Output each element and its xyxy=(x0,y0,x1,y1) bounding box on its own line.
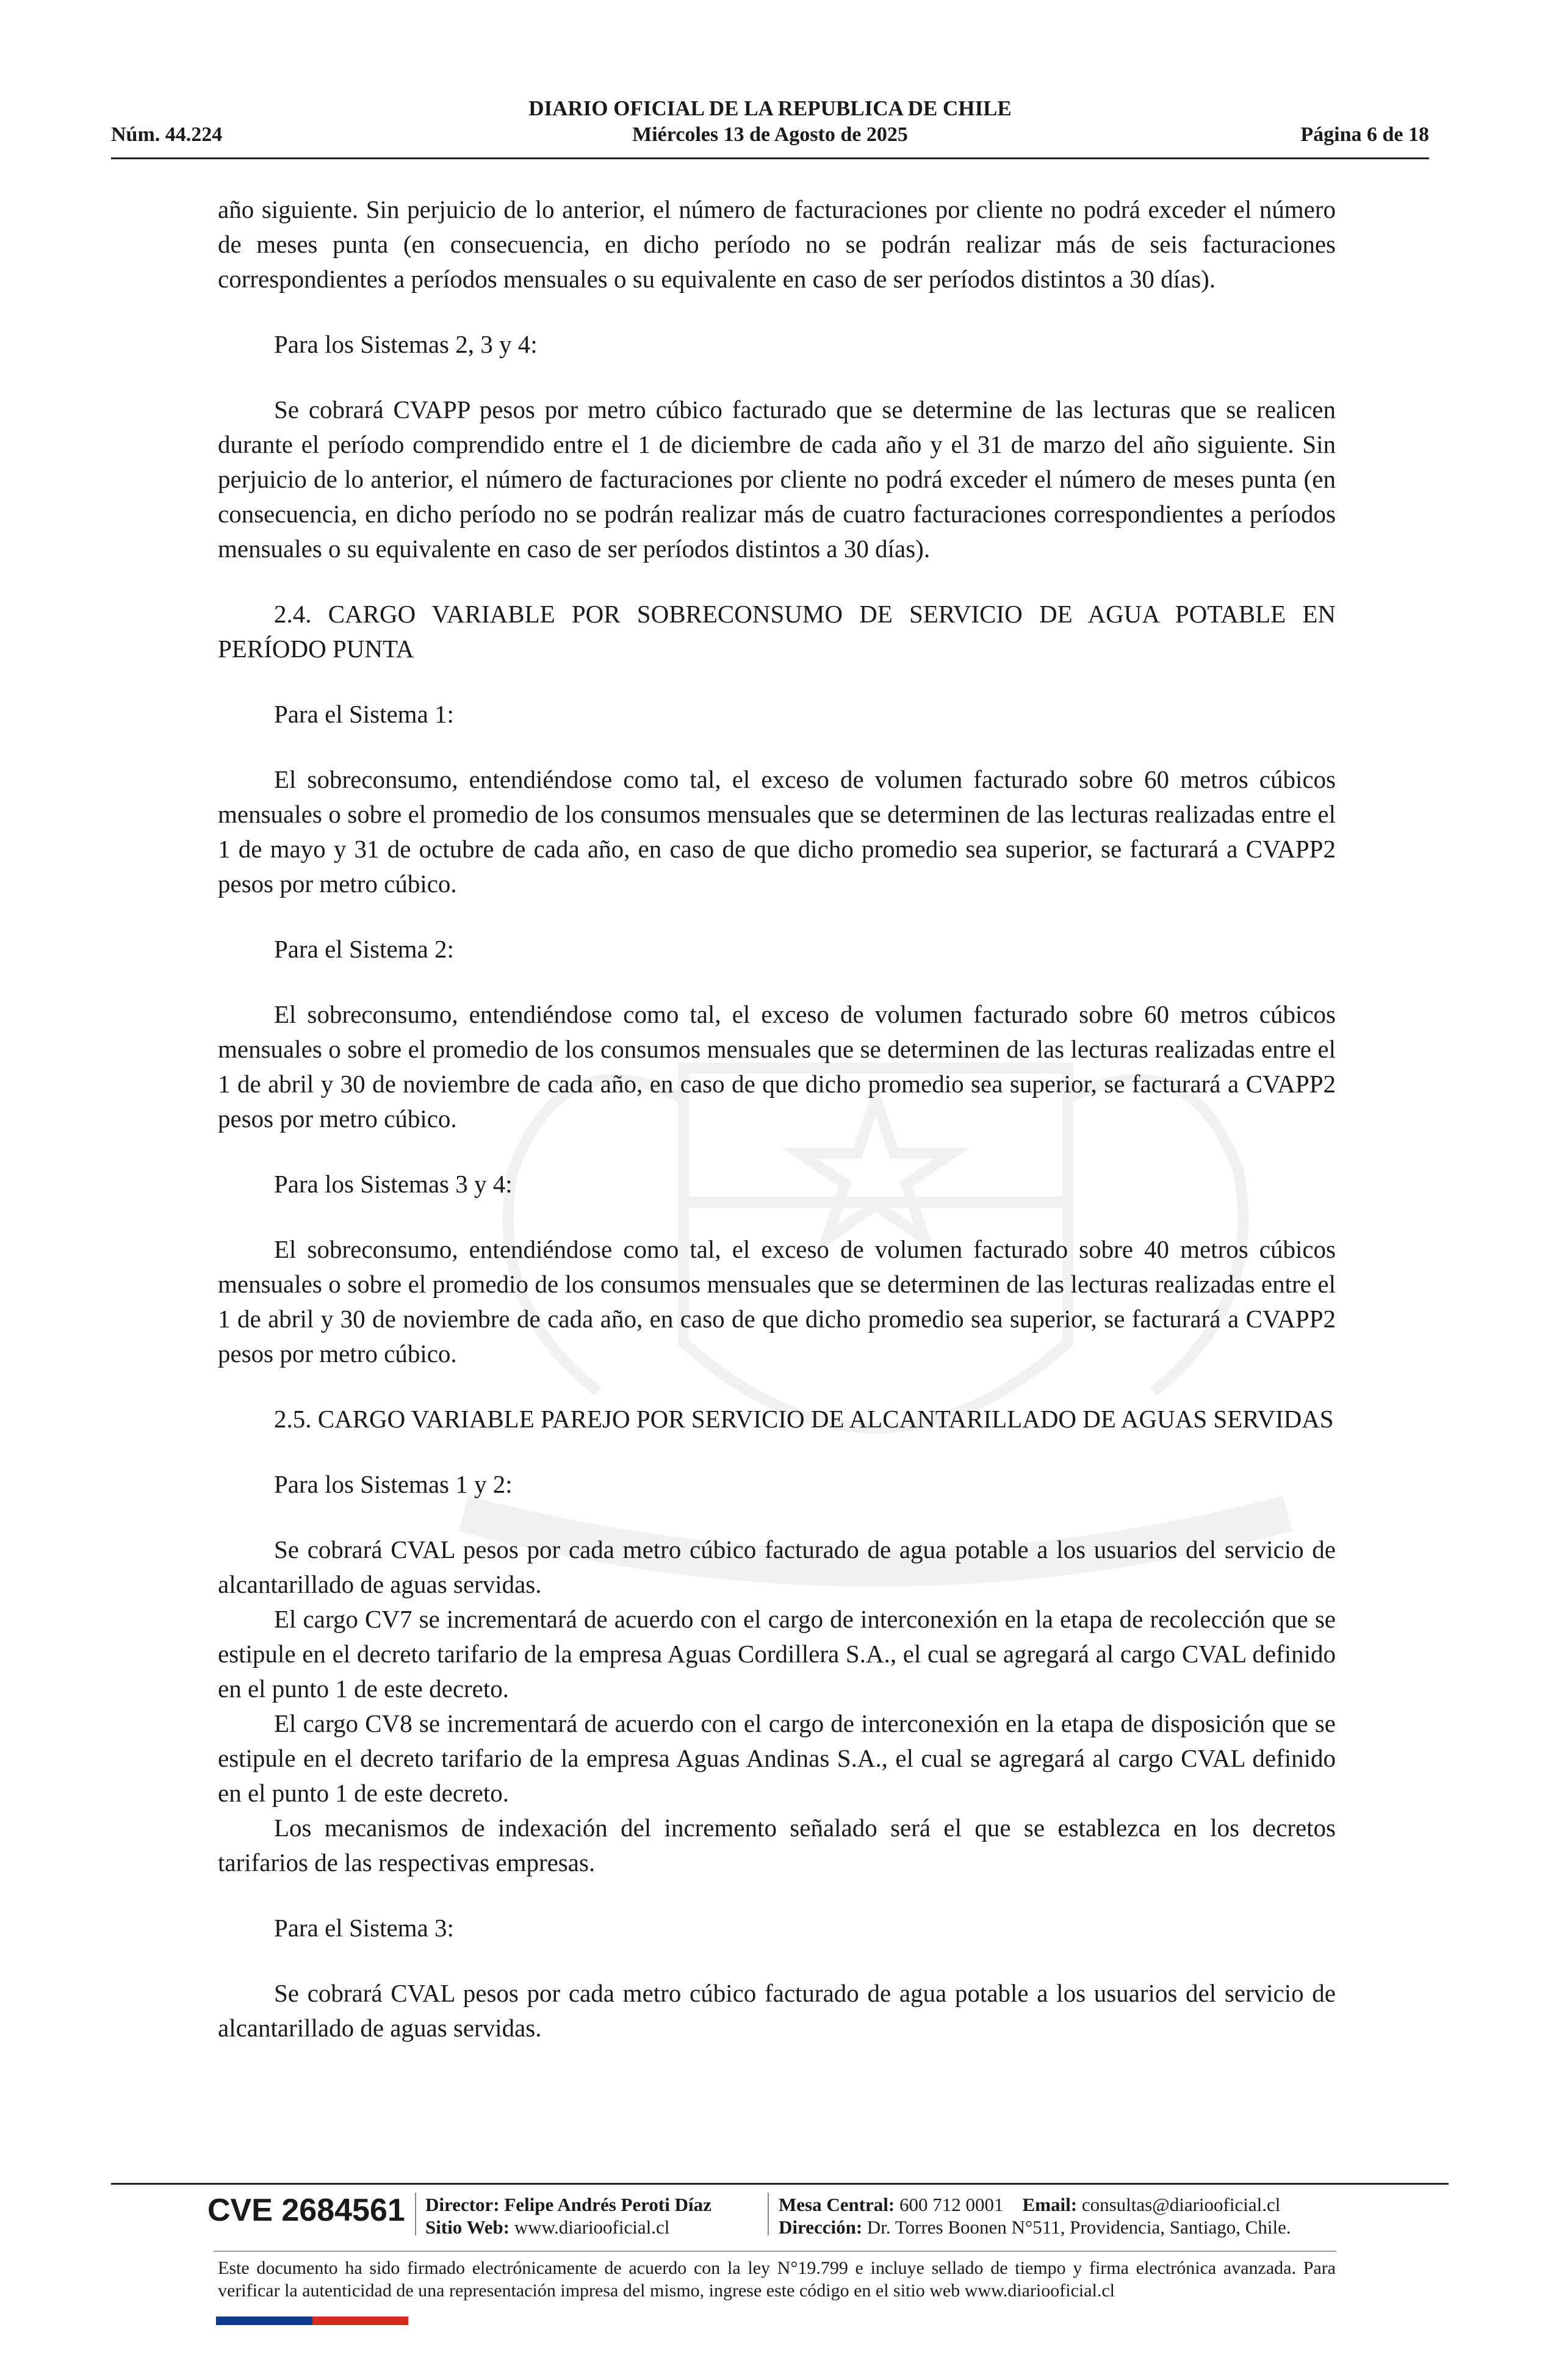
paragraph: Se cobrará CVAL pesos por cada metro cúbico facturado de agua potable a los usuarios del servicio de alcantarillado de aguas servidas. xyxy=(218,1979,1336,2042)
email-link[interactable]: consultas@diariooficial.cl xyxy=(1081,2194,1281,2215)
address-text: Dr. Torres Boonen N°511, Providencia, Santiago, Chile. xyxy=(866,2216,1291,2238)
footer-contact-block xyxy=(779,2193,1291,2238)
page-header xyxy=(111,96,1429,159)
paragraph: Para los Sistemas 1 y 2: xyxy=(274,1470,513,1498)
page-indicator: Página 6 de 18 xyxy=(1300,123,1429,146)
mesa-central-label: Mesa Central: xyxy=(779,2194,895,2215)
issue-number: Núm. 44.224 xyxy=(111,123,223,146)
flag-stripe-red xyxy=(312,2317,408,2325)
email-label: Email: xyxy=(1022,2194,1078,2215)
newspaper-title: DIARIO OFICIAL DE LA REPUBLICA DE CHILE xyxy=(528,96,1012,120)
section-heading-2-5: 2.5. CARGO VARIABLE PAREJO POR SERVICIO DE ALCANTARILLADO DE AGUAS SERVIDAS xyxy=(274,1405,1334,1433)
issue-date: Miércoles 13 de Agosto de 2025 xyxy=(632,123,908,146)
footer-director-block xyxy=(425,2193,711,2238)
paragraph: Para los Sistemas 3 y 4: xyxy=(274,1170,513,1198)
website-label: Sitio Web: xyxy=(425,2216,510,2238)
footer-separator xyxy=(415,2193,416,2235)
paragraph: Para los Sistemas 2, 3 y 4: xyxy=(274,330,538,358)
footer-divider xyxy=(111,2183,1449,2185)
section-heading-2-4: 2.4. CARGO VARIABLE POR SOBRECONSUMO DE SERVICIO DE AGUA POTABLE EN PERÍODO PUNTA xyxy=(218,600,1336,663)
legal-notice: Este documento ha sido firmado electrónicamente de acuerdo con la ley N°19.799 e incluye sellado de tiempo y firma electrónica avanzada. Para verificar la autenticidad de una representación impresa del mismo, ingrese este código en el sitio web www.diariooficial.cl xyxy=(218,2258,1336,2301)
paragraph: Se cobrará CVAL pesos por cada metro cúbico facturado de agua potable a los usuarios del servicio de alcantarillado de aguas servidas. xyxy=(218,1535,1336,1598)
cve-code: CVE 2684561 xyxy=(207,2193,405,2228)
paragraph: Para el Sistema 2: xyxy=(274,935,454,963)
director-label: Director: xyxy=(425,2194,500,2215)
paragraph: El cargo CV8 se incrementará de acuerdo con el cargo de interconexión en la etapa de disposición que se estipule en el decreto tarifario de la empresa Aguas Andinas S.A., el cual se agregará al cargo CVAL definido en el punto 1 de este decreto. xyxy=(218,1709,1336,1807)
document-body xyxy=(218,192,1336,2076)
paragraph: Se cobrará CVAPP pesos por metro cúbico facturado que se determine de las lecturas que se realicen durante el período comprendido entre el 1 de diciembre de cada año y el 31 de marzo del año siguiente. Sin perjuicio de lo anterior, el número de facturaciones por cliente no podrá exceder el número de meses punta (en consecuencia, en dicho período no se podrán realizar más de cuatro facturaciones correspondientes a períodos mensuales o su equivalente en caso de ser períodos distintos a 30 días). xyxy=(218,395,1336,563)
paragraph: El cargo CV7 se incrementará de acuerdo con el cargo de interconexión en la etapa de recolección que se estipule en el decreto tarifario de la empresa Aguas Cordillera S.A., el cual se agregará al cargo CVAL definido en el punto 1 de este decreto. xyxy=(218,1605,1336,1703)
paragraph: Los mecanismos de indexación del incremento señalado será el que se establezca en los decretos tarifarios de las respectivas empresas. xyxy=(218,1814,1336,1877)
address-label: Dirección: xyxy=(779,2216,863,2238)
paragraph: El sobreconsumo, entendiéndose como tal, el exceso de volumen facturado sobre 40 metros cúbicos mensuales o sobre el promedio de los consumos mensuales que se determinen de las lecturas realizadas entre el 1 de abril y 30 de noviembre de cada año, en caso de que dicho promedio sea superior, se facturará a CVAPP2 pesos por metro cúbico. xyxy=(218,1235,1336,1368)
paragraph: El sobreconsumo, entendiéndose como tal, el exceso de volumen facturado sobre 60 metros cúbicos mensuales o sobre el promedio de los consumos mensuales que se determinen de las lecturas realizadas entre el 1 de mayo y 31 de octubre de cada año, en caso de que dicho promedio sea superior, se facturará a CVAPP2 pesos por metro cúbico. xyxy=(218,765,1336,898)
footer-separator xyxy=(768,2193,769,2235)
paragraph: Para el Sistema 3: xyxy=(274,1914,454,1942)
paragraph: El sobreconsumo, entendiéndose como tal, el exceso de volumen facturado sobre 60 metros cúbicos mensuales o sobre el promedio de los consumos mensuales que se determinen de las lecturas realizadas entre el 1 de abril y 30 de noviembre de cada año, en caso de que dicho promedio sea superior, se facturará a CVAPP2 pesos por metro cúbico. xyxy=(218,1000,1336,1133)
mesa-central-phone: 600 712 0001 xyxy=(899,2194,1004,2215)
paragraph: Para el Sistema 1: xyxy=(274,700,454,728)
footer-divider xyxy=(214,2251,1336,2252)
flag-stripe-blue xyxy=(216,2317,312,2325)
director-name: Felipe Andrés Peroti Díaz xyxy=(504,2194,711,2215)
website-link[interactable]: www.diariooficial.cl xyxy=(514,2216,670,2238)
paragraph: año siguiente. Sin perjuicio de lo anterior, el número de facturaciones por cliente no podrá exceder el número de meses punta (en consecuencia, en dicho período no se podrán realizar más de seis facturaciones correspondientes a períodos mensuales o su equivalente en caso de ser períodos distintos a 30 días). xyxy=(218,195,1336,293)
